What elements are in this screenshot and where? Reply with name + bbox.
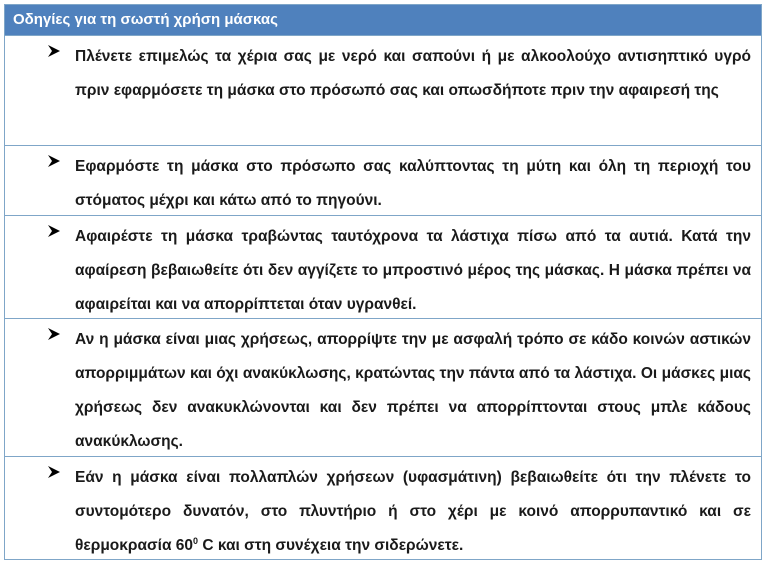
instruction-row-2 [5,146,761,216]
arrow-bullet-icon [47,465,61,479]
instruction-text: Αν η μάσκα είναι μιας χρήσεως, απορρίψτε την με ασφαλή τρόπο σε κάδο κοινών αστικών απορριμμάτων και όχι ανακύκλωσης, κρατώντας την πάντα από τα λάστιχα. Οι μάσκες μιας χρήσεως δεν ανακυκλώνονται και δεν πρέπει να απορρίπτονται στους μπλε κάδους ανακύκλωσης. [75,331,751,450]
instruction-row-5 [5,457,761,559]
instruction-text-part: C και στη συνέχεια την σιδερώνετε. [198,537,464,554]
arrow-bullet-icon [47,224,61,238]
instruction-text-part: Εάν η μάσκα είναι πολλαπλών χρήσεων (υφασμάτινη) βεβαιωθείτε ότι την πλένετε το συντομότερο δυνατόν, στο πλυντήριο ή στο χέρι με κοινό απορρυπαντικό και σε θερμοκρασία 60 [75,469,751,554]
instruction-text: Αφαιρέστε τη μάσκα τραβώντας ταυτόχρονα τα λάστιχα πίσω από τα αυτιά. Κατά την αφαίρεση βεβαιωθείτε ότι δεν αγγίζετε το μπροστινό μέρος της μάσκας. Η μάσκα πρέπει να αφαιρείται και να απορρίπτεται όταν υγρανθεί. [75,228,751,313]
arrow-bullet-icon [47,44,61,58]
instruction-text: Εφαρμόστε τη μάσκα στο πρόσωπο σας καλύπτοντας τη μύτη και όλη τη περιοχή του στόματος μέχρι και κάτω από το πηγούνι. [75,158,751,209]
degree-superscript: 0 [193,535,199,546]
arrow-bullet-icon [47,154,61,168]
instruction-row-3 [5,216,761,319]
instruction-text [75,457,751,563]
instructions-table [4,4,762,560]
instruction-row-4 [5,319,761,457]
arrow-bullet-icon [47,327,61,341]
instruction-text: Πλένετε επιμελώς τα χέρια σας με νερό και σαπούνι ή με αλκοολούχο αντισηπτικό υγρό πριν εφαρμόσετε τη μάσκα στο πρόσωπό σας και οπωσδήποτε πριν την αφαιρεσή της [75,48,751,99]
table-header: Οδηγίες για τη σωστή χρήση μάσκας [5,5,761,36]
instruction-row-1 [5,36,761,146]
